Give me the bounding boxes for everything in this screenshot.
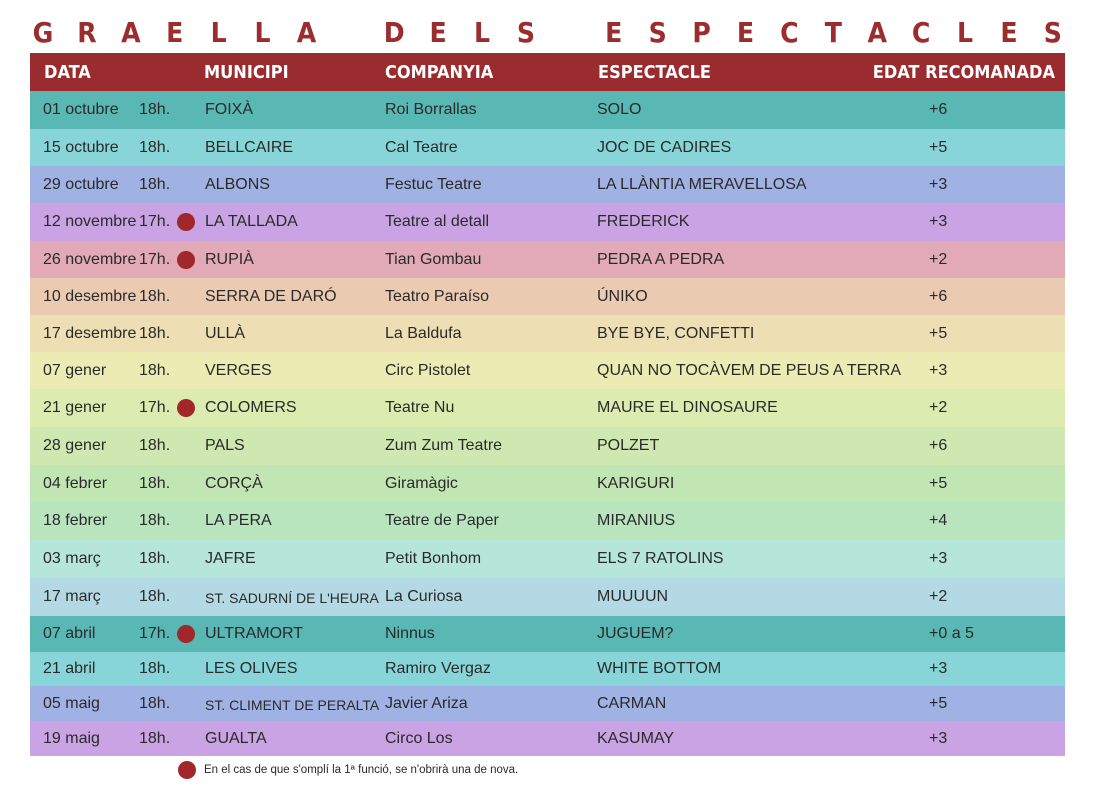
date-cell: 17 març (43, 588, 101, 605)
table-row (30, 129, 1065, 166)
companyia-cell: Petit Bonhom (385, 550, 482, 567)
companyia-cell: Teatre Nu (385, 399, 455, 416)
title-letter: G (32, 15, 54, 49)
time-cell: 18h. (139, 176, 171, 193)
time-cell: 18h. (139, 325, 171, 342)
companyia-cell: Cal Teatre (385, 139, 458, 156)
edat-cell: +3 (929, 362, 948, 379)
time-cell: 18h. (139, 101, 171, 118)
companyia-cell: Zum Zum Teatre (385, 437, 503, 454)
municipi-cell: FOIXÀ (205, 101, 254, 118)
time-cell: 18h. (139, 288, 171, 305)
espectacle-cell: POLZET (597, 437, 660, 454)
time-cell: 18h. (139, 512, 171, 529)
title-space (335, 16, 365, 49)
municipi-cell: SERRA DE DARÓ (205, 288, 337, 305)
espectacle-cell: JOC DE CADIRES (597, 139, 732, 156)
time-cell: 17h. (139, 399, 171, 416)
table-row (30, 686, 1065, 721)
title-letter: A (296, 15, 317, 49)
date-cell: 26 novembre (43, 251, 137, 268)
companyia-cell: Giramàgic (385, 475, 458, 492)
espectacle-cell: PEDRA A PEDRA (597, 251, 725, 268)
table-row (30, 352, 1065, 389)
table-row (30, 315, 1065, 352)
date-cell: 07 abril (43, 625, 96, 642)
municipi-cell: ST. CLIMENT DE PERALTA (205, 697, 380, 713)
time-cell: 18h. (139, 550, 171, 567)
espectacle-cell: QUAN NO TOCÀVEM DE PEUS A TERRA (597, 362, 902, 379)
title-letter: S (516, 15, 536, 49)
date-cell: 21 gener (43, 399, 107, 416)
table-body (30, 91, 1065, 756)
time-cell: 17h. (139, 213, 171, 230)
table-row (30, 427, 1065, 465)
companyia-cell: Circ Pistolet (385, 362, 471, 379)
espectacle-cell: ÚNIKO (597, 288, 648, 305)
title-letter: S (1043, 15, 1062, 49)
time-cell: 18h. (139, 588, 171, 605)
date-cell: 19 maig (43, 730, 100, 747)
title-letter: E (1000, 15, 1018, 49)
edat-cell: +2 (929, 399, 948, 416)
time-cell: 17h. (139, 625, 171, 642)
header-edat: EDAT RECOMANADA (872, 62, 1055, 83)
espectacle-cell: CARMAN (597, 695, 667, 712)
header-data: DATA (44, 62, 91, 83)
edat-cell: +3 (929, 213, 948, 230)
table-header (30, 53, 1065, 91)
espectacle-cell: KARIGURI (597, 475, 675, 492)
edat-cell: +5 (929, 139, 948, 156)
time-cell: 18h. (139, 362, 171, 379)
table-row (30, 166, 1065, 203)
espectacle-cell: SOLO (597, 101, 642, 118)
time-cell: 17h. (139, 251, 171, 268)
dot-marker-icon (177, 213, 195, 231)
companyia-cell: Ninnus (385, 625, 435, 642)
title-letter: R (77, 15, 97, 49)
table-row (30, 203, 1065, 241)
title-letter: C (911, 15, 931, 49)
title-letter: E (429, 15, 447, 49)
date-cell: 10 desembre (43, 288, 137, 305)
time-cell: 18h. (139, 437, 171, 454)
title-letter: D (383, 15, 405, 49)
municipi-cell: LA TALLADA (205, 213, 298, 230)
title-letter: L (474, 15, 491, 49)
table-row (30, 278, 1065, 315)
municipi-cell: ALBONS (205, 176, 270, 193)
companyia-cell: Roi Borrallas (385, 101, 477, 118)
date-cell: 28 gener (43, 437, 107, 454)
title-letter: L (957, 15, 974, 49)
municipi-cell: ST. SADURNÍ DE L'HEURA (205, 590, 379, 606)
time-cell: 18h. (139, 139, 171, 156)
municipi-cell: VERGES (205, 362, 272, 379)
dot-marker-icon (177, 399, 195, 417)
dot-marker-icon (177, 625, 195, 643)
edat-cell: +2 (929, 588, 948, 605)
edat-cell: +3 (929, 550, 948, 567)
title-letter: E (605, 15, 623, 49)
schedule-table (30, 53, 1065, 756)
espectacle-cell: WHITE BOTTOM (597, 660, 722, 677)
date-cell: 12 novembre (43, 213, 137, 230)
espectacle-cell: ELS 7 RATOLINS (597, 550, 724, 567)
edat-cell: +5 (929, 475, 948, 492)
table-row (30, 616, 1065, 652)
municipi-cell: GUALTA (205, 730, 267, 747)
municipi-cell: LA PERA (205, 512, 272, 529)
espectacle-cell: JUGUEM? (597, 625, 674, 642)
title-letter: C (780, 15, 799, 49)
municipi-cell: LES OLIVES (205, 660, 298, 677)
header-espectacle: ESPECTACLE (598, 62, 711, 83)
table-row (30, 465, 1065, 502)
time-cell: 18h. (139, 730, 171, 747)
date-cell: 01 octubre (43, 101, 119, 118)
edat-cell: +3 (929, 176, 948, 193)
municipi-cell: JAFRE (205, 550, 256, 567)
date-cell: 07 gener (43, 362, 107, 379)
edat-cell: +5 (929, 325, 948, 342)
table-row (30, 652, 1065, 686)
table-row (30, 578, 1065, 616)
companyia-cell: Circo Los (385, 730, 453, 747)
espectacle-cell: MIRANIUS (597, 512, 676, 529)
municipi-cell: CORÇÀ (205, 475, 263, 492)
municipi-cell: ULLÀ (205, 325, 246, 342)
table-row (30, 389, 1065, 427)
date-cell: 21 abril (43, 660, 96, 677)
dot-marker-icon (178, 761, 196, 779)
companyia-cell: Teatro Paraíso (385, 288, 490, 305)
date-cell: 15 octubre (43, 139, 119, 156)
title-letter: T (824, 15, 842, 49)
date-cell: 29 octubre (43, 176, 119, 193)
municipi-cell: PALS (205, 437, 245, 454)
companyia-cell: Teatre de Paper (385, 512, 499, 529)
table-row (30, 91, 1065, 129)
edat-cell: +4 (929, 512, 948, 529)
title-letter: E (166, 15, 184, 49)
edat-cell: +6 (929, 288, 948, 305)
edat-cell: +3 (929, 660, 948, 677)
espectacle-cell: MUUUUN (597, 588, 669, 605)
edat-cell: +6 (929, 437, 948, 454)
edat-cell: +0 a 5 (929, 625, 974, 642)
municipi-cell: RUPIÀ (205, 251, 254, 268)
dot-marker-icon (177, 251, 195, 269)
header-municipi: MUNICIPI (204, 62, 289, 83)
date-cell: 03 març (43, 550, 101, 567)
title-letter: L (254, 15, 271, 49)
title-space (555, 16, 585, 49)
title-letter: P (692, 15, 711, 49)
companyia-cell: Festuc Teatre (385, 176, 482, 193)
date-cell: 17 desembre (43, 325, 137, 342)
companyia-cell: La Curiosa (385, 588, 463, 605)
footnote (178, 761, 518, 779)
espectacle-cell: KASUMAY (597, 730, 675, 747)
table-row (30, 721, 1065, 756)
title-letter: A (867, 15, 887, 49)
header-companyia: COMPANYIA (385, 62, 494, 83)
municipi-cell: ULTRAMORT (205, 625, 304, 642)
time-cell: 18h. (139, 475, 171, 492)
date-cell: 05 maig (43, 695, 100, 712)
companyia-cell: Ramiro Vergaz (385, 660, 491, 677)
table-row (30, 502, 1065, 540)
companyia-cell: Tian Gombau (385, 251, 482, 268)
title-letter: A (121, 15, 141, 49)
title-letter: E (736, 15, 755, 49)
espectacle-cell: BYE BYE, CONFETTI (597, 325, 755, 342)
title-letter: L (210, 15, 227, 49)
espectacle-cell: FREDERICK (597, 213, 690, 230)
table-row (30, 540, 1065, 578)
footnote-text: En el cas de que s'omplí la 1ª funció, se n'obrirà una de nova. (204, 764, 519, 776)
page-title (28, 14, 1068, 50)
time-cell: 18h. (139, 695, 171, 712)
table-row (30, 241, 1065, 278)
municipi-cell: COLOMERS (205, 399, 297, 416)
companyia-cell: Teatre al detall (385, 213, 490, 230)
edat-cell: +5 (929, 695, 948, 712)
title-letter: S (648, 15, 667, 49)
edat-cell: +6 (929, 101, 948, 118)
date-cell: 18 febrer (43, 512, 108, 529)
espectacle-cell: LA LLÀNTIA MERAVELLOSA (597, 176, 807, 193)
companyia-cell: La Baldufa (385, 325, 462, 342)
companyia-cell: Javier Ariza (385, 695, 468, 712)
time-cell: 18h. (139, 660, 171, 677)
espectacle-cell: MAURE EL DINOSAURE (597, 399, 778, 416)
edat-cell: +2 (929, 251, 948, 268)
date-cell: 04 febrer (43, 475, 108, 492)
edat-cell: +3 (929, 730, 948, 747)
municipi-cell: BELLCAIRE (205, 139, 294, 156)
